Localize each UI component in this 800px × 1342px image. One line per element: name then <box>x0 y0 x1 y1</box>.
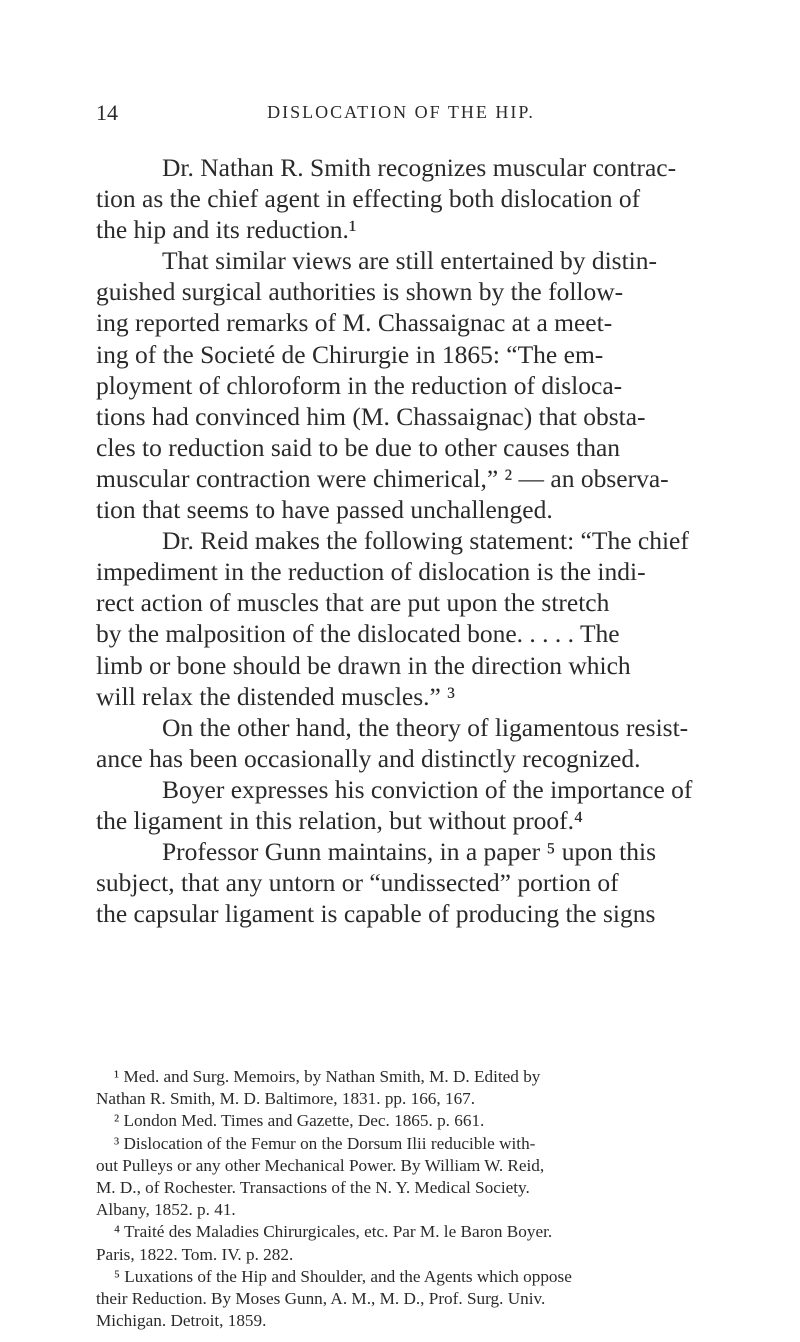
text-line: That similar views are still entertained by distin- <box>162 246 657 276</box>
footnote-line: ⁵ Luxations of the Hip and Shoulder, and the Agents which oppose <box>114 1266 572 1286</box>
footnote-line: ⁴ Traité des Maladies Chirurgicales, etc. Par M. le Baron Boyer. <box>114 1222 553 1242</box>
text-line: rect action of muscles that are put upon the stretch <box>96 588 610 618</box>
text-line: the capsular ligament is capable of producing the signs <box>96 899 656 929</box>
footnote-line: Nathan R. Smith, M. D. Baltimore, 1831. pp. 166, 167. <box>96 1089 476 1109</box>
text-line: On the other hand, the theory of ligamentous resist- <box>162 712 689 742</box>
footnote-line: ¹ Med. and Surg. Memoirs, by Nathan Smith, M. D. Edited by <box>114 1067 541 1086</box>
footnotes <box>96 1066 708 1332</box>
page-number: 14 <box>96 100 118 125</box>
text-line: the ligament in this relation, but without proof.⁴ <box>96 805 583 835</box>
text-line: Professor Gunn maintains, in a paper ⁵ upon this <box>162 837 657 867</box>
footnote-line: Paris, 1822. Tom. IV. p. 282. <box>96 1244 294 1264</box>
text-line: guished surgical authorities is shown by the follow- <box>96 277 624 307</box>
text-line: by the malposition of the dislocated bone. . . . . The <box>96 619 620 649</box>
text-line: Dr. Reid makes the following statement: “The chief <box>162 526 689 556</box>
footnote-line: Albany, 1852. p. 41. <box>96 1200 236 1220</box>
footnote-line: Michigan. Detroit, 1859. <box>96 1311 267 1331</box>
text-line: tion that seems to have passed unchallenged. <box>96 495 553 525</box>
text-line: cles to reduction said to be due to other causes than <box>96 432 621 462</box>
text-line: muscular contraction were chimerical,” ² — an observa- <box>96 463 669 493</box>
text-line: subject, that any untorn or “undissected” portion of <box>96 868 619 898</box>
text-line: impediment in the reduction of dislocation is the indi- <box>96 557 646 587</box>
footnote-line: M. D., of Rochester. Transactions of the N. Y. Medical Society. <box>96 1177 530 1197</box>
running-head: DISLOCATION OF THE HIP. <box>267 102 535 122</box>
footnote-line: their Reduction. By Moses Gunn, A. M., M. D., Prof. Surg. Univ. <box>96 1288 546 1308</box>
text-line: ing reported remarks of M. Chassaignac at a meet- <box>96 308 613 338</box>
text-line: ployment of chloroform in the reduction of disloca- <box>96 370 623 400</box>
footnote-line: ³ Dislocation of the Femur on the Dorsum Ilii reducible with- <box>114 1133 536 1153</box>
text-line: tions had convinced him (M. Chassaignac) that obsta- <box>96 401 646 431</box>
body-text <box>96 152 708 929</box>
text-line: tion as the chief agent in effecting both dislocation of <box>96 184 641 214</box>
text-line: limb or bone should be drawn in the direction which <box>96 650 631 680</box>
footnote-line: ² London Med. Times and Gazette, Dec. 1865. p. 661. <box>114 1111 485 1131</box>
page-header <box>96 100 706 130</box>
footnote-line: out Pulleys or any other Mechanical Power. By William W. Reid, <box>96 1155 545 1175</box>
text-line: Dr. Nathan R. Smith recognizes muscular contrac- <box>162 153 677 182</box>
text-line: will relax the distended muscles.” ³ <box>96 681 455 711</box>
text-line: ing of the Societé de Chirurgie in 1865: “The em- <box>96 339 604 369</box>
text-line: Boyer expresses his conviction of the importance of <box>162 774 693 804</box>
text-line: the hip and its reduction.¹ <box>96 215 357 245</box>
text-line: ance has been occasionally and distinctly recognized. <box>96 743 641 773</box>
